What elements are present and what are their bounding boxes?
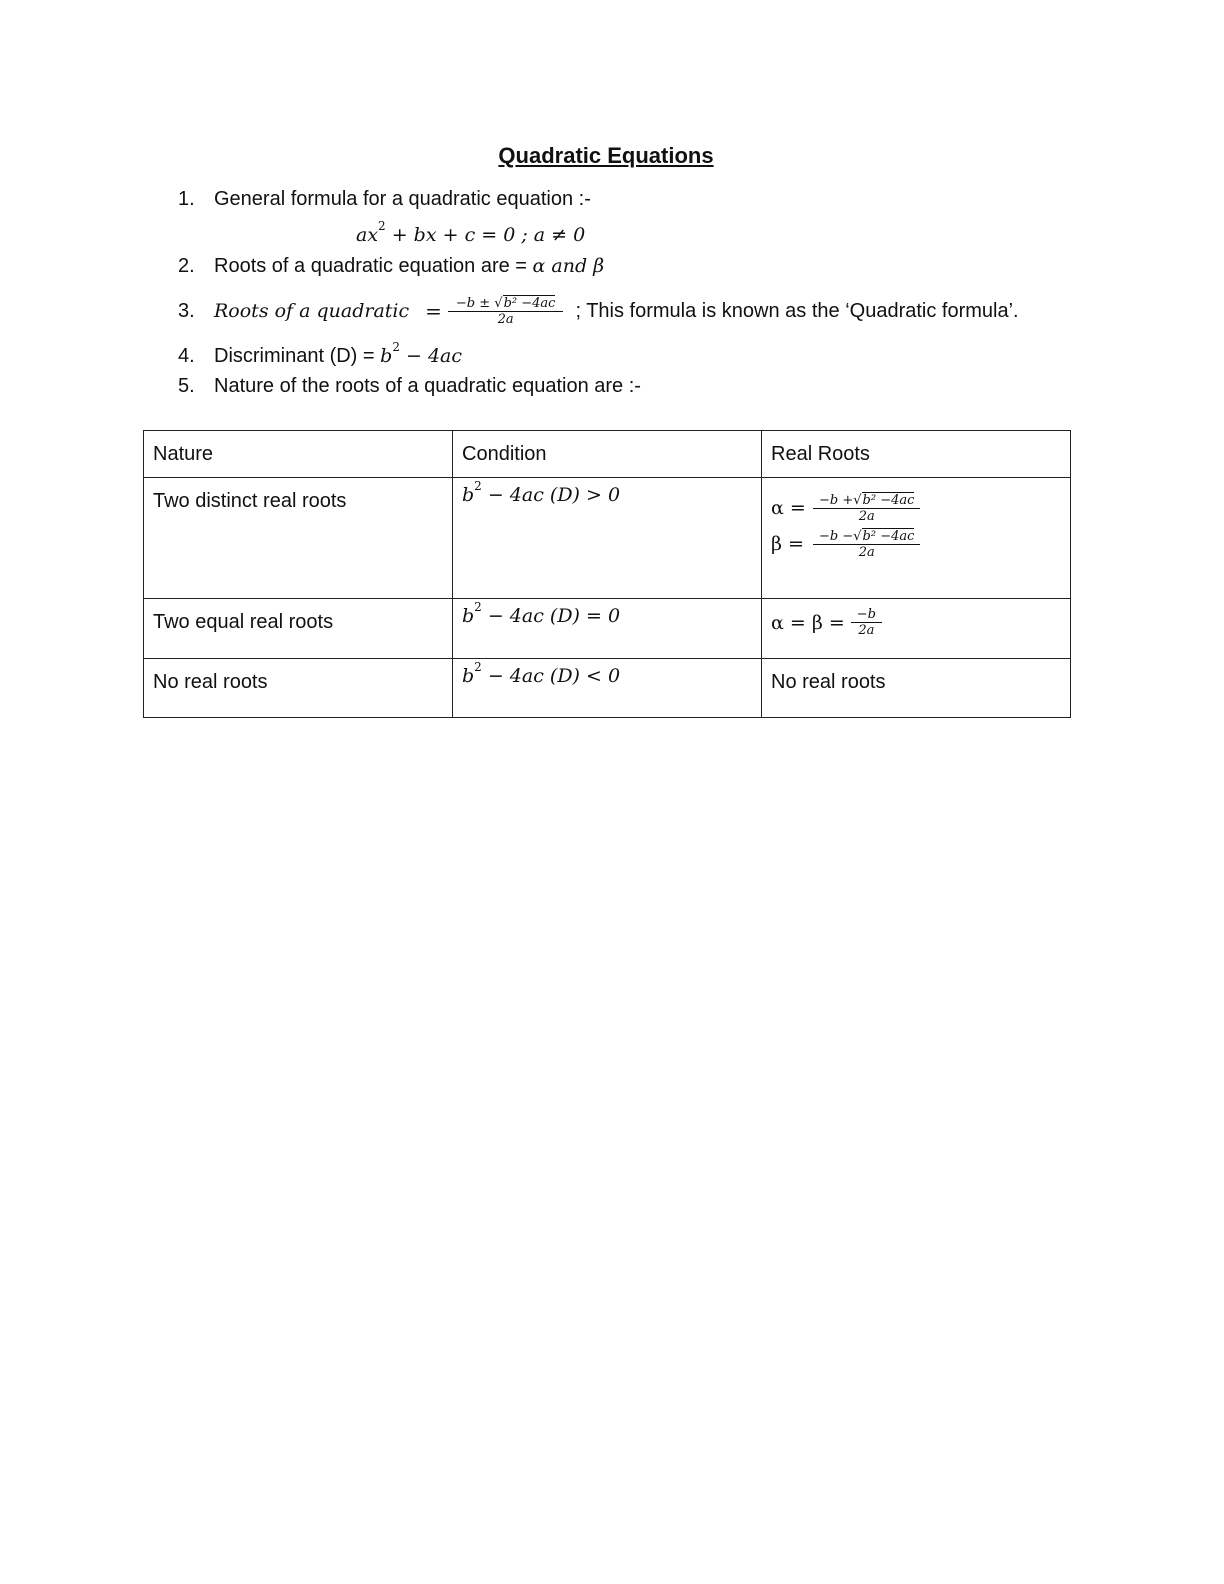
cond-b: b bbox=[462, 665, 475, 687]
item-discriminant bbox=[214, 340, 463, 368]
quadratic-formula-note: ; This formula is known as the ‘Quadratic formula’. bbox=[575, 299, 1019, 322]
equal-roots-formula bbox=[771, 607, 1061, 638]
alpha-radicand: b² −4ac bbox=[862, 493, 915, 508]
alpha-fraction bbox=[813, 492, 920, 524]
general-formula bbox=[356, 219, 586, 246]
radicand: b² −4ac bbox=[503, 296, 556, 311]
roots-label: Roots of a quadratic bbox=[214, 300, 410, 322]
discriminant-exponent: 2 bbox=[392, 340, 400, 354]
item-number: 4. bbox=[178, 345, 195, 367]
header-real-roots: Real Roots bbox=[762, 431, 1071, 478]
item-general-formula-text: General formula for a quadratic equation :- bbox=[214, 188, 591, 210]
nature-cell: Two distinct real roots bbox=[144, 478, 453, 599]
alpha-label: α = bbox=[771, 497, 806, 519]
alpha-num-pre: −b + bbox=[819, 493, 854, 508]
nature-cell: Two equal real roots bbox=[144, 599, 453, 659]
alpha-denominator: 2a bbox=[858, 509, 875, 524]
beta-num-pre: −b − bbox=[819, 529, 854, 544]
formula-rest: + bx + c = 0 ; a ≠ 0 bbox=[385, 224, 586, 246]
beta-radicand: b² −4ac bbox=[862, 529, 915, 544]
item-roots-text: Roots of a quadratic equation are = bbox=[214, 255, 533, 277]
nature-of-roots-table bbox=[143, 430, 1071, 718]
sqrt-icon: √ bbox=[853, 529, 862, 544]
beta-fraction bbox=[813, 528, 920, 560]
beta-denominator: 2a bbox=[858, 545, 875, 560]
roots-cell: No real roots bbox=[762, 659, 1071, 718]
nature-cell: No real roots bbox=[144, 659, 453, 718]
header-nature: Nature bbox=[144, 431, 453, 478]
alpha-formula bbox=[771, 492, 1061, 524]
page-title: Quadratic Equations bbox=[498, 143, 714, 168]
discriminant-text: Discriminant (D) = bbox=[214, 345, 381, 367]
item-nature-text: Nature of the roots of a quadratic equation are :- bbox=[214, 375, 641, 397]
cond-exponent: 2 bbox=[474, 600, 482, 614]
cond-exponent: 2 bbox=[474, 479, 482, 493]
item-number: 1. bbox=[178, 188, 195, 210]
sqrt-icon: √ bbox=[853, 493, 862, 508]
item-number: 5. bbox=[178, 375, 195, 397]
item-number: 2. bbox=[178, 255, 195, 277]
equal-roots-denominator: 2a bbox=[858, 623, 875, 638]
condition-cell bbox=[453, 599, 762, 659]
condition-cell bbox=[453, 478, 762, 599]
discriminant-b: b bbox=[380, 345, 393, 367]
roots-cell bbox=[762, 599, 1071, 659]
formula-ax: ax bbox=[356, 224, 379, 246]
table-row bbox=[144, 659, 1071, 718]
numerator-pre: −b ± bbox=[455, 296, 495, 311]
cond-b: b bbox=[462, 605, 475, 627]
cond-rest: − 4ac (D) > 0 bbox=[481, 484, 621, 506]
table-row bbox=[144, 599, 1071, 659]
formula-exponent: 2 bbox=[378, 219, 386, 233]
item-roots bbox=[214, 255, 604, 278]
item-number: 3. bbox=[178, 300, 195, 322]
equals-sign: = bbox=[425, 299, 442, 323]
equal-roots-fraction bbox=[851, 607, 882, 638]
beta-label: β = bbox=[771, 533, 804, 555]
table-row bbox=[144, 478, 1071, 599]
condition-cell bbox=[453, 659, 762, 718]
equal-roots-numerator: −b bbox=[851, 607, 882, 623]
discriminant-rest: − 4ac bbox=[399, 345, 463, 367]
sqrt-icon: √ bbox=[494, 296, 503, 311]
cond-rest: − 4ac (D) < 0 bbox=[481, 665, 621, 687]
denominator: 2a bbox=[497, 312, 514, 327]
item-quadratic-formula bbox=[214, 286, 1019, 336]
beta-formula bbox=[771, 528, 1061, 560]
alpha-beta: α and β bbox=[532, 255, 605, 277]
quadratic-formula-fraction bbox=[448, 295, 564, 327]
cond-exponent: 2 bbox=[474, 660, 482, 674]
equal-roots-label: α = β = bbox=[771, 611, 845, 634]
table-header-row bbox=[144, 431, 1071, 478]
header-condition: Condition bbox=[453, 431, 762, 478]
cond-rest: − 4ac (D) = 0 bbox=[481, 605, 621, 627]
roots-cell bbox=[762, 478, 1071, 599]
cond-b: b bbox=[462, 484, 475, 506]
